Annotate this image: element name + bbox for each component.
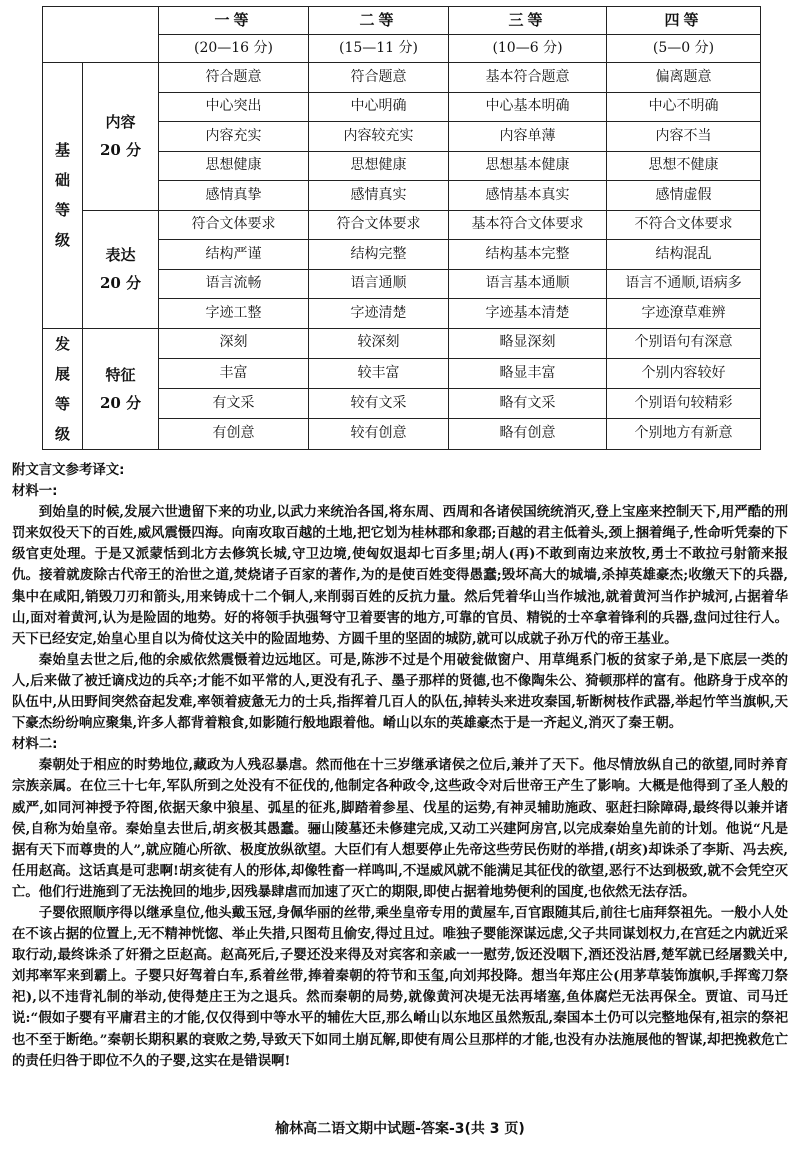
table-cell: 较有文采 xyxy=(309,389,449,419)
table-cell: 字迹清楚 xyxy=(309,299,449,329)
level-1-range: (20—16 分) xyxy=(159,35,309,63)
table-cell: 略显深刻 xyxy=(449,328,607,358)
table-cell: 结构严谨 xyxy=(159,240,309,270)
level-4-name: 四等 xyxy=(607,7,761,35)
material-2-paragraph-2: 子婴依照顺序得以继承皇位,他头戴玉冠,身佩华丽的丝带,乘坐皇帝专用的黄屋车,百官跟随其后,前往七庙拜祭祖先。一般小人处在不该占据的位置上,无不精神恍惚、举止失措,只图苟且偷安,得过且过。唯独子婴能深谋远虑,父子共同谋划权力,在宫廷之内就近采取行动,最终诛杀了奸猾之臣赵高。赵高死后,子婴还没来得及对宾客和亲戚一一慰劳,饭还没咽下,酒还没沾唇,楚军就已经屠戮关中,刘邦率军来到霸上。子婴只好驾着白车,系着丝带,捧着秦朝的符节和玉玺,向刘邦投降。想当年郑庄公(用茅草装饰旗帜,手挥鸾刀祭祀),以不违背礼制的举动,使得楚庄王为之退兵。然而秦朝的局势,就像黄河决堤无法再堵塞,鱼体腐烂无法再保全。贾谊、司马迁说:“假如子婴有平庸君主的才能,仅仅得到中等水平的辅佐大臣,那么崤山以东地区虽然叛乱,秦国本土仍可以完整地保有,祖宗的祭祀也不至于断绝。”秦朝长期积累的衰败之势,导致天下如同土崩瓦解,即使有周公旦那样的才能,也没有办法施展他的智谋,却把挽救危亡的责任归咎于即位不久的子婴,这实在是错误啊! xyxy=(12,904,788,1069)
group-development xyxy=(43,328,83,449)
sub-feature xyxy=(83,328,159,449)
table-cell: 感情真挚 xyxy=(159,181,309,211)
table-cell: 略有创意 xyxy=(449,419,607,449)
table-cell: 深刻 xyxy=(159,328,309,358)
table-cell: 字迹潦草难辨 xyxy=(607,299,761,329)
material-1-paragraph-2: 秦始皇去世之后,他的余威依然震慑着边远地区。可是,陈涉不过是个用破瓮做窗户、用草绳系门板的贫家子弟,是下底层一类的人,后来做了被迁谪戍边的兵卒;才能不如平常的人,更没有孔子、墨子那样的贤德,也不像陶朱公、猗顿那样的富有。他跻身于戍卒的队伍中,从田野间突然奋起发难,率领着疲惫无力的士兵,指挥着几百人的队伍,掉转头来进攻秦国,斩断树枝作武器,举起竹竿当旗帜,天下豪杰纷纷响应聚集,许多人都背着粮食,如影随行般地跟着他。崤山以东的英雄豪杰于是一齐起义,消灭了秦王朝。 xyxy=(12,651,788,732)
table-cell: 语言流畅 xyxy=(159,269,309,299)
table-row xyxy=(43,328,761,358)
table-row xyxy=(43,210,761,240)
table-cell: 个别地方有新意 xyxy=(607,419,761,449)
table-cell: 内容单薄 xyxy=(449,122,607,152)
header-row-levels xyxy=(43,7,761,35)
material-2-label: 材料二: xyxy=(12,737,58,753)
corner-cell xyxy=(43,7,159,63)
table-cell: 不符合文体要求 xyxy=(607,210,761,240)
level-4-range: (5—0 分) xyxy=(607,35,761,63)
level-2-range: (15—11 分) xyxy=(309,35,449,63)
level-2-name: 二等 xyxy=(309,7,449,35)
material-1-label: 材料一: xyxy=(12,484,58,500)
table-cell: 略有文采 xyxy=(449,389,607,419)
table-cell: 较深刻 xyxy=(309,328,449,358)
sub-content xyxy=(83,63,159,211)
level-3-name: 三等 xyxy=(449,7,607,35)
table-cell: 结构混乱 xyxy=(607,240,761,270)
table-cell: 中心不明确 xyxy=(607,92,761,122)
table-cell: 个别语句有深意 xyxy=(607,328,761,358)
table-cell: 内容充实 xyxy=(159,122,309,152)
level-1-name: 一等 xyxy=(159,7,309,35)
sub-feature-name: 特征 xyxy=(105,365,136,384)
page-footer: 榆林高二语文期中试题-答案-3(共 3 页) xyxy=(275,1121,525,1137)
table-cell: 符合文体要求 xyxy=(159,210,309,240)
table-cell: 内容不当 xyxy=(607,122,761,152)
sub-content-name: 内容 xyxy=(105,113,136,132)
group-development-label: 发展等级 xyxy=(54,334,70,443)
sub-expression xyxy=(83,210,159,328)
table-cell: 思想不健康 xyxy=(607,151,761,181)
table-cell: 有文采 xyxy=(159,389,309,419)
translation-notes xyxy=(12,460,788,1072)
group-basic xyxy=(43,63,83,329)
table-cell: 基本符合题意 xyxy=(449,63,607,93)
table-cell: 略显丰富 xyxy=(449,358,607,388)
table-cell: 符合题意 xyxy=(309,63,449,93)
table-cell: 符合文体要求 xyxy=(309,210,449,240)
sub-feature-score: 20 分 xyxy=(99,393,142,412)
table-cell: 符合题意 xyxy=(159,63,309,93)
material-2-paragraph-1: 秦朝处于相应的时势地位,藏政为人残忍暴虐。然而他在十三岁继承诸侯之位后,兼并了天下。他尽情放纵自己的欲望,同时养育宗族亲属。在位三十七年,军队所到之处没有不征伐的,他制定各种政令,这些政令对后世帝王产生了影响。大概是他得到了圣人般的威严,如同河神授予符图,依据天象中狼星、弧星的征兆,脚踏着参星、伐星的运势,有神灵辅助施政、驱赶扫除障碍,最终得以兼并诸侯,自称为始皇帝。秦始皇去世后,胡亥极其愚蠢。骊山陵墓还未修建完成,又动工兴建阿房宫,以完成秦始皇先前的计划。他说“凡是据有天下而尊贵的人”,就应随心所欲、极度放纵欲望。大臣们有人想要停止先帝这些劳民伤财的举措,(胡亥)却诛杀了李斯、冯去疾,任用赵高。这话真是可悲啊!胡亥徒有人的形体,却像牲畜一样鸣叫,不逞威风就不能满足其征伐的欲望,恶行不达到极致,就不会凭空灭亡。他们行进施到了无法挽回的地步,因残暴肆虐而加速了灭亡的期限,即使占据着地势便利的国度,也依然无法存活。 xyxy=(12,757,788,900)
table-cell: 字迹工整 xyxy=(159,299,309,329)
table-cell: 结构基本完整 xyxy=(449,240,607,270)
table-cell: 感情真实 xyxy=(309,181,449,211)
table-cell: 思想基本健康 xyxy=(449,151,607,181)
table-cell: 偏离题意 xyxy=(607,63,761,93)
table-cell: 中心基本明确 xyxy=(449,92,607,122)
table-cell: 较有创意 xyxy=(309,419,449,449)
table-cell: 个别语句较精彩 xyxy=(607,389,761,419)
table-cell: 感情基本真实 xyxy=(449,181,607,211)
table-cell: 中心突出 xyxy=(159,92,309,122)
table-cell: 丰富 xyxy=(159,358,309,388)
table-cell: 字迹基本清楚 xyxy=(449,299,607,329)
table-cell: 较丰富 xyxy=(309,358,449,388)
sub-expression-score: 20 分 xyxy=(99,274,142,292)
level-3-range: (10—6 分) xyxy=(449,35,607,63)
table-cell: 语言通顺 xyxy=(309,269,449,299)
material-1-paragraph-1: 到始皇的时候,发展六世遗留下来的功业,以武力来统治各国,将东周、西周和各诸侯国统统消灭,登上宝座来控制天下,用严酷的刑罚来奴役天下的百姓,威风震慑四海。向南攻取百越的土地,把它划为桂林郡和象郡;百越的君主低着头,颈上捆着绳子,性命听凭秦的下级官吏处理。于是又派蒙恬到北方去修筑长城,守卫边境,使匈奴退却七百多里;胡人(再)不敢到南边来放牧,勇士不敢拉弓射箭来报仇。接着就废除古代帝王的治世之道,焚烧诸子百家的著作,为的是使百姓变得愚蠢;毁坏高大的城墙,杀掉英雄豪杰;收缴天下的兵器,集中在咸阳,销毁刀刃和箭头,用来铸成十二个铜人,来削弱百姓的反抗力量。然后凭着华山当作城池,就着黄河当作护城河,占据着华山,面对着黄河,认为是险固的地势。好的将领手执强弩守卫着要害的地方,可靠的官员、精锐的士卒拿着锋利的兵器,盘问过往行人。天下已经安定,始皇心里自以为倚仗这关中的险固地势、方圆千里的坚固的城防,就可以成就子孙万代的帝王基业。 xyxy=(12,504,788,647)
group-basic-label: 基础等级 xyxy=(54,141,70,250)
table-cell: 思想健康 xyxy=(309,151,449,181)
sub-expression-name: 表达 xyxy=(105,246,136,264)
table-cell: 语言基本通顺 xyxy=(449,269,607,299)
table-cell: 基本符合文体要求 xyxy=(449,210,607,240)
table-cell: 有创意 xyxy=(159,419,309,449)
table-row xyxy=(43,63,761,93)
table-cell: 感情虚假 xyxy=(607,181,761,211)
rubric-table xyxy=(42,6,761,450)
notes-title: 附文言文参考译文: xyxy=(12,463,125,478)
table-cell: 语言不通顺,语病多 xyxy=(607,269,761,299)
sub-content-score: 20 分 xyxy=(99,141,142,160)
table-cell: 结构完整 xyxy=(309,240,449,270)
table-cell: 中心明确 xyxy=(309,92,449,122)
table-cell: 内容较充实 xyxy=(309,122,449,152)
table-cell: 思想健康 xyxy=(159,151,309,181)
table-cell: 个别内容较好 xyxy=(607,358,761,388)
